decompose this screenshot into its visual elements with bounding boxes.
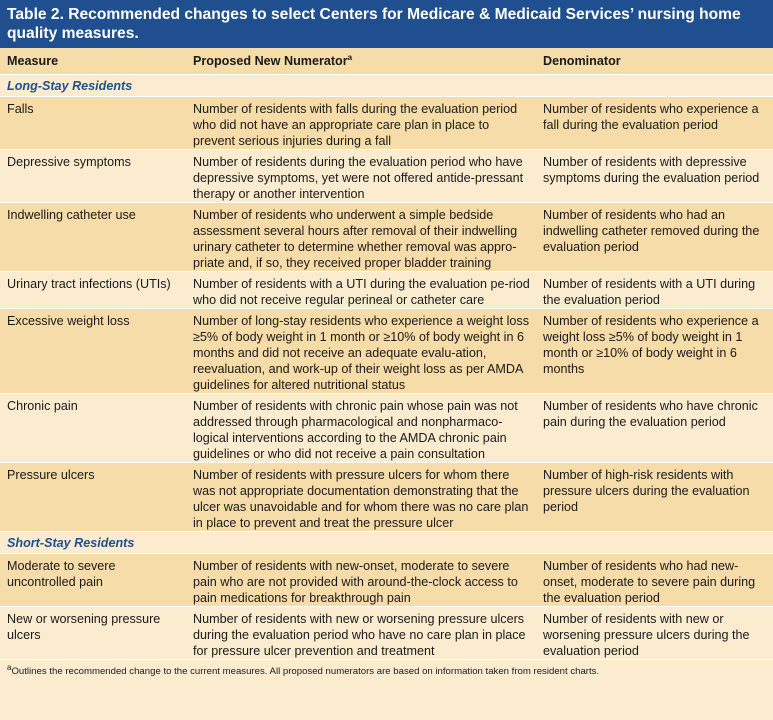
section-label: Long-Stay Residents [0, 75, 773, 97]
cell-denominator: Number of residents who have chronic pain during the evaluation period [536, 394, 773, 463]
cell-denominator: Number of residents who experience a weight loss ≥5% of body weight in 1 month or ≥10% of body weight in 6 months [536, 309, 773, 394]
quality-measures-table [0, 48, 773, 660]
cell-measure: Moderate to severe uncontrolled pain [0, 554, 186, 607]
cell-measure: Chronic pain [0, 394, 186, 463]
footnote-text: Outlines the recommended change to the current measures. All proposed numerators are based on information taken from resident charts. [11, 666, 600, 677]
cell-denominator: Number of residents who had new-onset, moderate to severe pain during the evaluation period [536, 554, 773, 607]
footnote [0, 660, 773, 679]
footnote-mark: a [7, 662, 12, 672]
table-row [0, 203, 773, 272]
cell-measure: Falls [0, 97, 186, 150]
section-label: Short-Stay Residents [0, 532, 773, 554]
header-numerator-label: Proposed New Numerator [193, 54, 348, 68]
cell-numerator: Number of long-stay residents who experience a weight loss ≥5% of body weight in 1 month or ≥10% of body weight in 6 months and did not receive an adequate evalu-ation, reevaluation, and work-up of their weight loss as per AMDA guidelines for altered nutritional status [186, 309, 536, 394]
cell-measure: Excessive weight loss [0, 309, 186, 394]
header-denominator: Denominator [536, 48, 773, 75]
cell-numerator: Number of residents with pressure ulcers for whom there was not appropriate documentation demonstrating that the ulcer was unavoidable and for whom there was no care plan in place to prevent and treat the pressure ulcer [186, 463, 536, 532]
table-row [0, 150, 773, 203]
cell-measure: New or worsening pressure ulcers [0, 607, 186, 660]
table-title: Table 2. Recommended changes to select Centers for Medicare & Medicaid Services’ nursing home quality measures. [0, 0, 773, 48]
table-row [0, 309, 773, 394]
cell-denominator: Number of residents with new or worsening pressure ulcers during the evaluation period [536, 607, 773, 660]
cell-numerator: Number of residents who underwent a simple bedside assessment several hours after removal of their indwelling urinary catheter to determine whether removal was appro-priate and, if so, they received proper bladder training [186, 203, 536, 272]
table-row [0, 463, 773, 532]
cell-numerator: Number of residents with new-onset, moderate to severe pain who are not provided with around-the-clock access to pain medications for breakthrough pain [186, 554, 536, 607]
cell-measure: Indwelling catheter use [0, 203, 186, 272]
header-measure: Measure [0, 48, 186, 75]
cell-numerator: Number of residents with new or worsening pressure ulcers during the evaluation period who have no care plan in place for pressure ulcer prevention and treatment [186, 607, 536, 660]
table-row [0, 394, 773, 463]
table-row [0, 97, 773, 150]
table-body [0, 75, 773, 660]
cell-denominator: Number of high-risk residents with pressure ulcers during the evaluation period [536, 463, 773, 532]
cell-denominator: Number of residents who had an indwelling catheter removed during the evaluation period [536, 203, 773, 272]
cell-measure: Depressive symptoms [0, 150, 186, 203]
cell-denominator: Number of residents with depressive symptoms during the evaluation period [536, 150, 773, 203]
cell-numerator: Number of residents during the evaluation period who have depressive symptoms, yet were not offered antide-pressant therapy or another intervention [186, 150, 536, 203]
cell-denominator: Number of residents who experience a fall during the evaluation period [536, 97, 773, 150]
header-numerator [186, 48, 536, 75]
cell-numerator: Number of residents with a UTI during the evaluation pe-riod who did not receive regular perineal or catheter care [186, 272, 536, 309]
section-row [0, 532, 773, 554]
table-row [0, 554, 773, 607]
cell-measure: Pressure ulcers [0, 463, 186, 532]
table-row [0, 607, 773, 660]
header-numerator-footnote-mark: a [347, 52, 353, 62]
cell-denominator: Number of residents with a UTI during the evaluation period [536, 272, 773, 309]
header-row [0, 48, 773, 75]
cell-numerator: Number of residents with falls during the evaluation period who did not have an appropriate care plan in place to prevent serious injuries during a fall [186, 97, 536, 150]
cell-measure: Urinary tract infections (UTIs) [0, 272, 186, 309]
section-row [0, 75, 773, 97]
table-row [0, 272, 773, 309]
cell-numerator: Number of residents with chronic pain whose pain was not addressed through pharmacological and nonpharmaco-logical interventions according to the AMDA chronic pain guidelines or who did not receive a pain consultation [186, 394, 536, 463]
